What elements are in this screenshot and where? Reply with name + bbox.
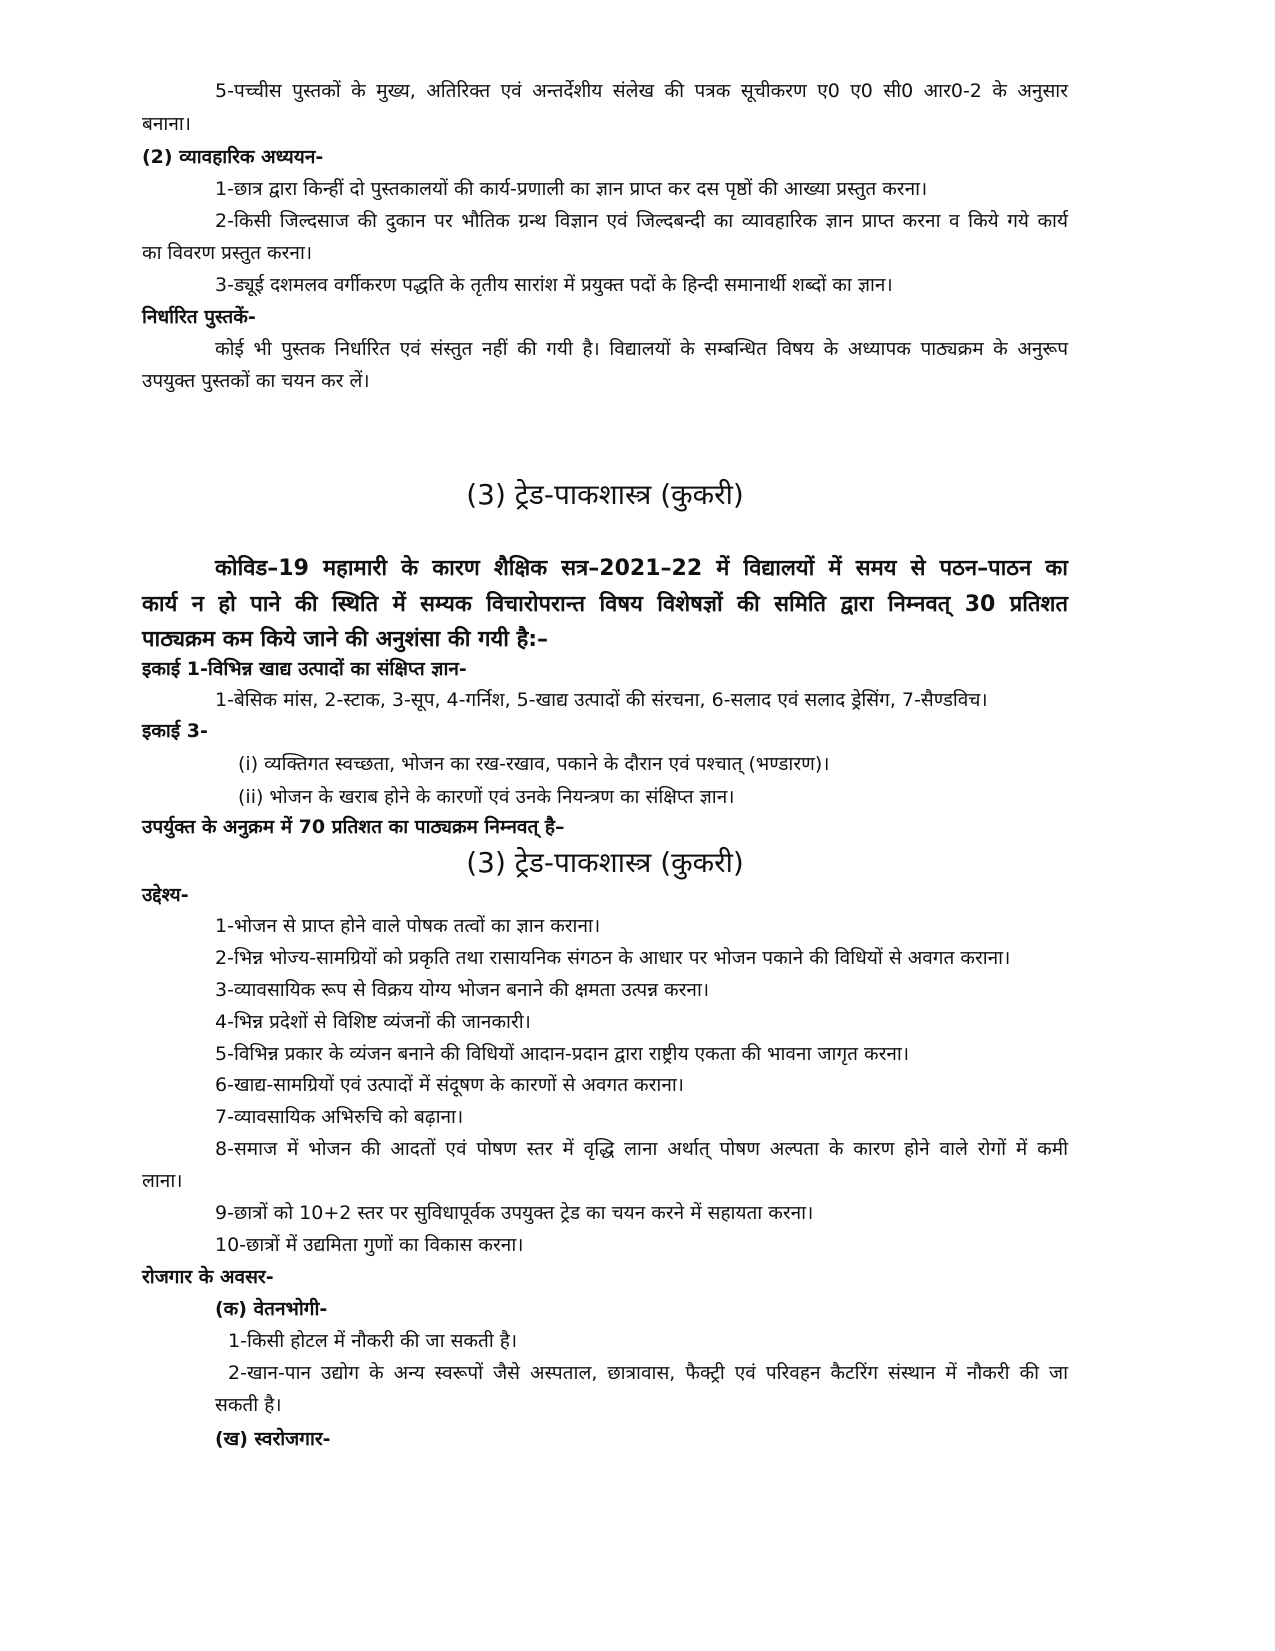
unit3-item-ii: (ii) भोजन के खराब होने के कारणों एवं उनके नियन्त्रण का संक्षिप्त ज्ञान। (238, 786, 735, 808)
objective-9: 9-छात्रों को 10+2 स्तर पर सुविधापूर्वक उपयुक्त ट्रेड का चयन करने में सहायता करना। (215, 1202, 814, 1224)
practical-item-3: 3-ड्यूई दशमलव वर्गीकरण पद्धति के तृतीय सारांश में प्रयुक्त पदों के हिन्दी समानार्थी शब्दों का ज्ञान। (215, 274, 893, 296)
unit3-item-i: (i) व्यक्तिगत स्वच्छता, भोजन का रख-रखाव, पकाने के दौरान एवं पश्चात् (भण्डारण)। (238, 753, 830, 775)
objective-8-line1: 8-समाज में भोजन की आदतों एवं पोषण स्तर में वृद्धि लाना अर्थात् पोषण अल्पता के कारण होने वाले रोगों में कमी (215, 1138, 1068, 1160)
practical-item-2-line1: 2-किसी जिल्दसाज की दुकान पर भौतिक ग्रन्थ विज्ञान एवं जिल्दबन्दी का व्यावहारिक ज्ञान प्राप्त करना व किये गये कार्य (215, 210, 1068, 232)
salaried-item-1: 1-किसी होटल में नौकरी की जा सकती है। (228, 1330, 518, 1352)
objective-10: 10-छात्रों में उद्यमिता गुणों का विकास करना। (215, 1234, 524, 1256)
prescribed-books-line1: कोई भी पुस्तक निर्धारित एवं संस्तुत नहीं की गयी है। विद्यालयों के सम्बन्धित विषय के अध्यापक पाठ्यक्रम के अनुरूप (215, 338, 1068, 360)
unit1-content: 1-बेसिक मांस, 2-स्टाक, 3-सूप, 4-गर्निश, 5-खाद्य उत्पादों की संरचना, 6-सलाद एवं सलाद ड्रेसिंग, 7-सैण्डविच। (215, 689, 988, 711)
objective-1: 1-भोजन से प्राप्त होने वाले पोषक तत्वों का ज्ञान कराना। (215, 915, 601, 937)
covid-note-line3: पाठ्यक्रम कम किये जाने की अनुशंसा की गयी है:– (142, 627, 549, 652)
objective-7: 7-व्यावसायिक अभिरुचि को बढ़ाना। (215, 1106, 464, 1128)
self-employment-heading: (ख) स्वरोजगार- (215, 1428, 331, 1450)
objective-5: 5-विभिन्न प्रकार के व्यंजन बनाने की विधियों आदान-प्रदान द्वारा राष्ट्रीय एकता की भावना जागृत करना। (215, 1043, 910, 1065)
covid-note-line1: कोविड–19 महामारी के कारण शैक्षिक सत्र–2021–22 में विद्यालयों में समय से पठन–पाठन का (215, 556, 1068, 581)
objective-8-line2: लाना। (142, 1170, 183, 1192)
item5-line2: बनाना। (142, 113, 191, 135)
salaried-item-2-line1: 2-खान-पान उद्योग के अन्य स्वरूपों जैसे अस्पताल, छात्रावास, फैक्ट्री एवं परिवहन कैटरिंग संस्थान में नौकरी की जा (228, 1362, 1068, 1384)
item5-line1: 5-पच्चीस पुस्तकों के मुख्य, अतिरिक्त एवं अन्तर्देशीय संलेख की पत्रक सूचीकरण ए0 ए0 सी0 आर0-2 के अनुसार (215, 80, 1068, 102)
prescribed-books-line2: उपयुक्त पुस्तकों का चयन कर लें। (142, 370, 370, 392)
objective-2: 2-भिन्न भोज्य-सामग्रियों को प्रकृति तथा रासायनिक संगठन के आधार पर भोजन पकाने की विधियों से अवगत कराना। (215, 947, 1011, 969)
practical-item-2-line2: का विवरण प्रस्तुत करना। (142, 242, 313, 264)
prescribed-books-heading: निर्धारित पुस्तकें- (142, 306, 256, 328)
objective-3: 3-व्यावसायिक रूप से विक्रय योग्य भोजन बनाने की क्षमता उत्पन्न करना। (215, 979, 710, 1001)
unit1-heading: इकाई 1-विभिन्न खाद्य उत्पादों का संक्षिप्त ज्ञान- (142, 658, 467, 680)
sequence-note: उपर्युक्त के अनुक्रम में 70 प्रतिशत का पाठ्यक्रम निम्नवत् है– (142, 816, 565, 838)
trade-heading-2: (3) ट्रेड-पाकशास्त्र (कुकरी) (466, 846, 744, 879)
practical-item-1: 1-छात्र द्वारा किन्हीं दो पुस्तकालयों की कार्य-प्रणाली का ज्ञान प्राप्त कर दस पृष्ठों की आख्या प्रस्तुत करना। (215, 178, 928, 200)
employment-heading: रोजगार के अवसर- (142, 1266, 274, 1288)
objective-6: 6-खाद्य-सामग्रियों एवं उत्पादों में संदूषण के कारणों से अवगत कराना। (215, 1074, 685, 1096)
trade-heading: (3) ट्रेड-पाकशास्त्र (कुकरी) (466, 478, 744, 511)
salaried-item-2-line2: सकती है। (215, 1394, 282, 1416)
objective-4: 4-भिन्न प्रदेशों से विशिष्ट व्यंजनों की जानकारी। (215, 1011, 531, 1033)
objectives-heading: उद्देश्य- (142, 884, 189, 906)
practical-heading: (2) व्यावहारिक अध्ययन- (142, 146, 324, 168)
unit3-heading: इकाई 3- (142, 720, 208, 742)
salaried-heading: (क) वेतनभोगी- (215, 1298, 328, 1320)
covid-note-line2: कार्य न हो पाने की स्थिति में सम्यक विचारोपरान्त विषय विशेषज्ञों की समिति द्वारा निम्नवत् 30 प्रतिशत (142, 592, 1068, 617)
